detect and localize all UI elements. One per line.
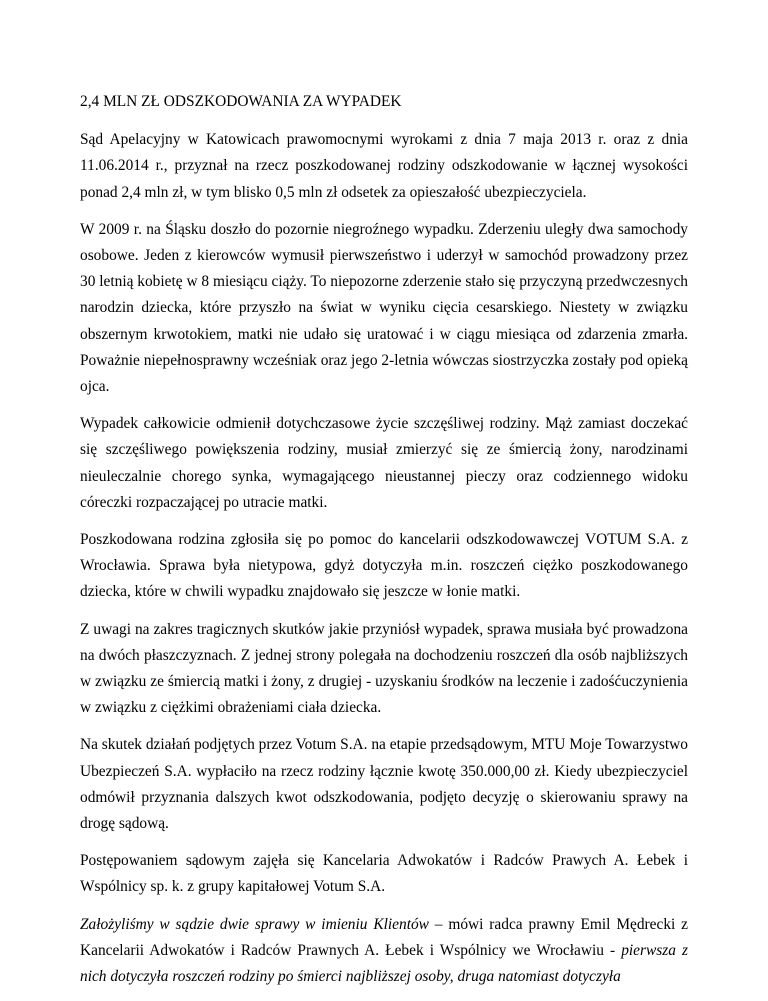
quote-attribution: – mówi radca prawny Emil Mędrecki z Kancelarii Adwokatów i Radców Prawnych A. Łebek i Wspólnicy we Wrocławiu -	[80, 915, 688, 959]
quote-continued: pierwsza z nich dotyczyła roszczeń rodziny po śmierci najbliższej osoby, druga natomiast dotyczyła	[80, 941, 688, 986]
paragraph-court-ruling: Sąd Apelacyjny w Katowicach prawomocnymi wyrokami z dnia 7 maja 2013 r. oraz z dnia 11.06.2014 r., przyznał na rzecz poszkodowanej rodziny odszkodowanie w łącznej wysokości ponad 2,4 mln zł, w tym blisko 0,5 mln zł odsetek za opieszałość ubezpieczyciela.	[80, 131, 688, 201]
quote-start: Założyliśmy w sądzie dwie sprawy w imieniu Klientów	[80, 915, 429, 933]
paragraph-quote	[80, 912, 688, 991]
paragraph-accident: W 2009 r. na Śląsku doszło do pozornie niegroźnego wypadku. Zderzeniu uległy dwa samochody osobowe. Jeden z kierowców wymusił pierwszeństwo i uderzył w samochód prowadzony przez 30 letnią kobietę w 8 miesiącu ciąży. To niepozorne zderzenie stało się przyczyną przedwczesnych narodzin dziecka, które przyszło na świat w wyniku cięcia cesarskiego. Niestety w związku obszernym krwotokiem, matki nie udało się uratować i w ciągu miesiąca od zdarzenia zmarła. Poważnie niepełnosprawny wcześniak oraz jego 2-letnia wówczas siostrzyczka zostały pod opieką ojca.	[80, 220, 688, 396]
paragraph-law-firm: Postępowaniem sądowym zajęła się Kancelaria Adwokatów i Radców Prawych A. Łebek i Wspólnicy sp. k. z grupy kapitałowej Votum S.A.	[80, 852, 688, 896]
paragraph-two-planes: Z uwagi na zakres tragicznych skutków jakie przyniósł wypadek, sprawa musiała być prowadzona na dwóch płaszczyznach. Z jednej strony polegała na dochodzeniu roszczeń dla osób najbliższych w związku ze śmiercią matki i żony, z drugiej - uzyskaniu środków na leczenie i zadośćuczynienia w związku z ciężkimi obrażeniami ciała dziecka.	[80, 620, 688, 717]
paragraph-pre-court: Na skutek działań podjętych przez Votum S.A. na etapie przedsądowym, MTU Moje Towarzystwo Ubezpieczeń S.A. wypłaciło na rzecz rodziny łącznie kwotę 350.000,00 zł. Kiedy ubezpieczyciel odmówił przyznania dalszych kwot odszkodowania, podjęto decyzję o skierowaniu sprawy na drogę sądową.	[80, 736, 688, 833]
paragraph-family-impact: Wypadek całkowicie odmienił dotychczasowe życie szczęśliwej rodziny. Mąż zamiast doczekać się szczęśliwego powiększenia rodziny, musiał zmierzyć się ze śmiercią żony, narodzinami nieuleczalnie chorego synka, wymagającego nieustannej pieczy oraz codziennego widoku córeczki rozpaczającej po utracie matki.	[80, 415, 688, 511]
document-title: 2,4 MLN ZŁ ODSZKODOWANIA ZA WYPADEK	[80, 93, 402, 110]
paragraph-votum-help: Poszkodowana rodzina zgłosiła się po pomoc do kancelarii odszkodowawczej VOTUM S.A. z Wrocławia. Sprawa była nietypowa, gdyż dotyczyła m.in. roszczeń ciężko poszkodowanego dziecka, które w chwili wypadku znajdowało się jeszcze w łonie matki.	[80, 531, 688, 601]
document-body	[80, 89, 688, 1001]
